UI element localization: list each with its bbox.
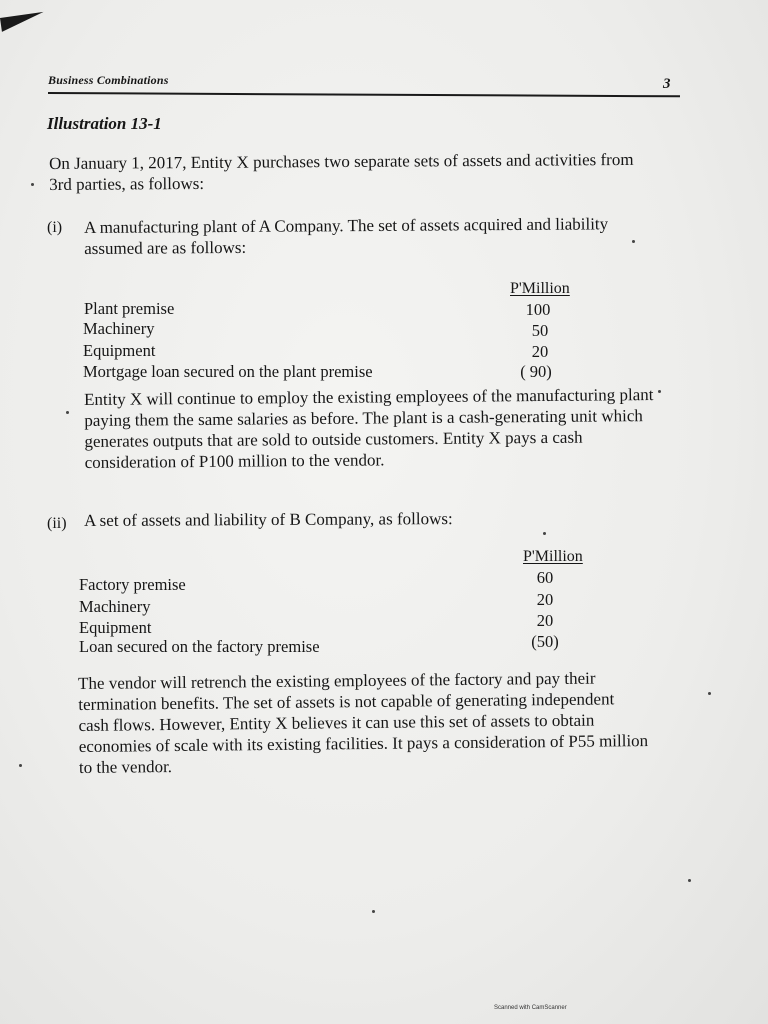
item-b-description-line: to the vendor. [78, 757, 173, 777]
item-b-description-line: economies of scale with its existing facilities. It pays a consideration of P55 million [78, 731, 649, 756]
table-b-row-label: Loan secured on the factory premise [79, 637, 320, 656]
intro-line: 3rd parties, as follows: [49, 173, 205, 194]
running-head: Business Combinations [48, 73, 169, 87]
table-a-row-label: Equipment [83, 341, 156, 360]
table-b-row-value: 20 [536, 611, 554, 630]
intro-line: On January 1, 2017, Entity X purchases two separate sets of assets and activities from [49, 149, 634, 173]
scan-speck [31, 183, 34, 186]
item-b-lead: A set of assets and liability of B Company, as follows: [84, 509, 453, 530]
item-a-description-line: paying them the same salaries as before. The plant is a cash-generating unit which [84, 406, 643, 430]
table-a-row-label: Machinery [83, 319, 155, 338]
intro-paragraph [49, 149, 634, 195]
item-a-marker: (i) [47, 219, 63, 236]
table-b-row-label: Machinery [79, 597, 151, 616]
item-b-description-line: The vendor will retrench the existing employees of the factory and pay their [78, 668, 596, 693]
table-a-row-value: 50 [531, 321, 549, 340]
illustration-title: Illustration 13-1 [47, 114, 162, 133]
scan-speck [372, 910, 375, 913]
table-a-row-value: 100 [525, 300, 551, 319]
item-a-description [84, 384, 654, 473]
item-b-description [78, 667, 648, 778]
item-a-lead-line: A manufacturing plant of A Company. The set of assets acquired and liability [84, 214, 609, 237]
table-a-row-label: Mortgage loan secured on the plant premise [83, 362, 373, 381]
table-b-row-label: Factory premise [79, 575, 186, 594]
item-a-description-line: Entity X will continue to employ the existing employees of the manufacturing plant [84, 385, 654, 409]
item-b-description-line: cash flows. However, Entity X believes it can use this set of assets to obtain [78, 710, 595, 735]
table-a-row-value: 20 [531, 342, 549, 361]
header-rule [48, 92, 680, 97]
scan-speck [632, 240, 635, 243]
page-number: 3 [663, 76, 671, 92]
table-b-row-value: 60 [536, 568, 554, 587]
item-a-description-line: generates outputs that are sold to outside customers. Entity X pays a cash [84, 427, 583, 451]
scan-speck [688, 879, 691, 882]
table-b-unit-header: P'Million [523, 548, 583, 565]
item-b-description-line: termination benefits. The set of assets is not capable of generating independent [78, 689, 615, 714]
scan-speck [66, 411, 69, 414]
table-a-unit-header: P'Million [510, 280, 570, 297]
item-a-description-line: consideration of P100 million to the vendor. [84, 450, 385, 472]
table-a-row-value: ( 90) [520, 362, 552, 381]
scan-speck [19, 764, 22, 767]
table-b-row-value: (50) [531, 632, 559, 651]
item-a-lead [84, 213, 608, 259]
scan-speck [543, 532, 546, 535]
item-a-lead-line: assumed are as follows: [84, 237, 247, 258]
table-a-row-label: Plant premise [84, 299, 175, 318]
corner-fold-mark [0, 12, 46, 32]
scanner-watermark: Scanned with CamScanner [494, 1005, 567, 1011]
scan-speck [708, 692, 711, 695]
table-b-row-label: Equipment [79, 618, 152, 637]
item-b-marker: (ii) [47, 515, 67, 532]
table-b-row-value: 20 [536, 590, 554, 609]
scan-speck [658, 390, 661, 393]
